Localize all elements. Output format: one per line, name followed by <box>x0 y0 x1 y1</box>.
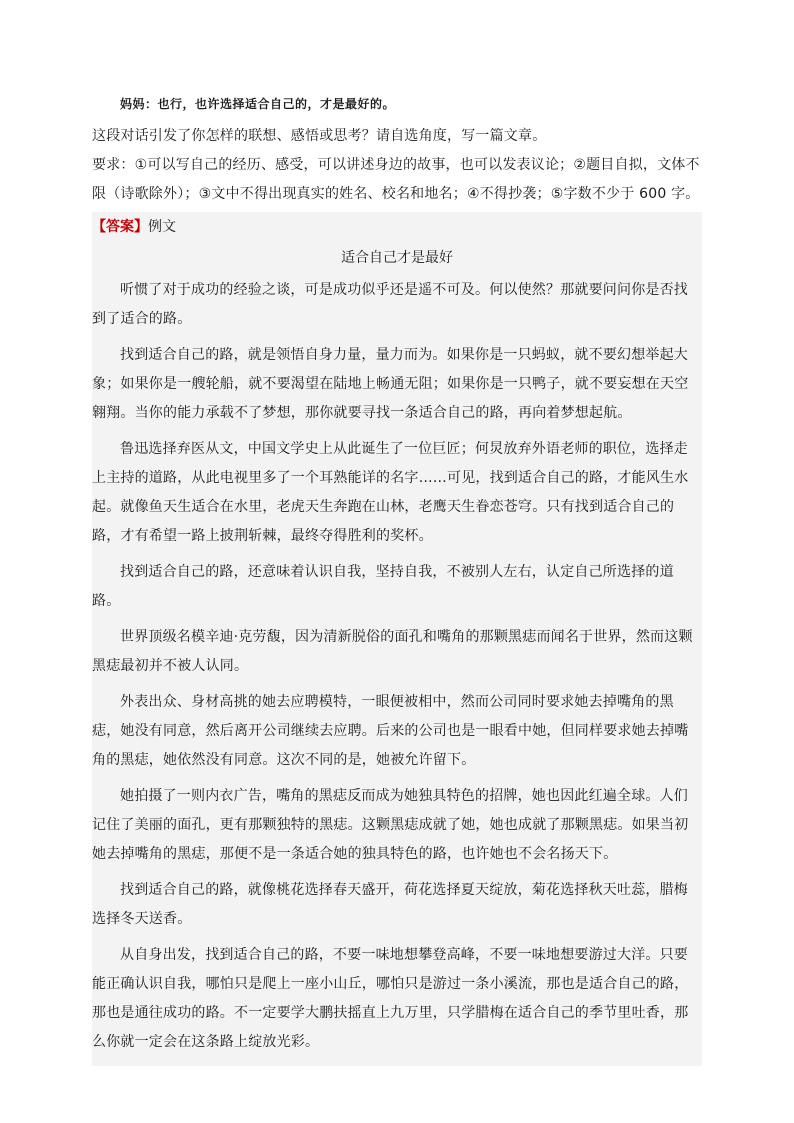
essay-paragraph: 她拍摄了一则内衣广告，嘴角的黑痣反而成为她独具特色的招牌，她也因此红遍全球。人们记住了美丽的面孔，更有那颗独特的黑痣。这颗黑痣成就了她，她也成就了那颗黑痣。如果当初她去掉嘴角的黑痣，那便不是一条适合她的独具特色的路，也许她也不会名扬天下。 <box>92 788 689 862</box>
essay-paragraph: 从自身出发，找到适合自己的路，不要一味地想攀登高峰，不要一味地想要游过大洋。只要能正确认识自我，哪怕只是爬上一座小山丘，哪怕只是游过一条小溪流，那也是适合自己的路，那也是通往成功的路。不一定要学大鹏扶摇直上九万里，只学腊梅在适合自己的季节里吐香，那么你就一定会在这条路上绽放光彩。 <box>92 947 689 1050</box>
essay-paragraph: 找到适合自己的路，还意味着认识自我，坚持自我，不被别人左右，认定自己所选择的道路。 <box>92 564 674 609</box>
essay-paragraph: 找到适合自己的路，就是领悟自身力量，量力而为。如果你是一只蚂蚁，就不要幻想举起大象；如果你是一艘轮船，就不要渴望在陆地上畅通无阻；如果你是一只鸭子，就不要妄想在天空翱翔。当你的能力承载不了梦想，那你就要寻找一条适合自己的路，再向着梦想起航。 <box>92 347 689 421</box>
essay-paragraph: 外表出众、身材高挑的她去应聘模特，一眼便被相中，然而公司同时要求她去掉嘴角的黑痣，她没有同意，然后离开公司继续去应聘。后来的公司也是一眼看中她，但同样要求她去掉嘴角的黑痣，她依然没有同意。这次不同的是，她被允许留下。 <box>92 694 689 768</box>
prompt-question: 这段对话引发了你怎样的联想、感悟或思考？请自选角度，写一篇文章。 <box>92 128 547 144</box>
dialogue-quote: 妈妈：也行，也许选择适合自己的，才是最好的。 <box>120 97 396 111</box>
document-page <box>92 94 702 1066</box>
essay-paragraph: 听惯了对于成功的经验之谈，可是成功似乎还是遥不可及。何以使然？那就要问问你是否找到了适合的路。 <box>92 282 688 327</box>
answer-section <box>92 212 702 1066</box>
answer-heading <box>92 213 702 242</box>
essay-paragraph: 鲁迅选择弃医从文，中国文学史上从此诞生了一位巨匠；何炅放弃外语老师的职位，选择走上主持的道路，从此电视里多了一个耳熟能详的名字……可见，找到适合自己的路，才能风生水起。就像鱼天生适合在水里，老虎天生奔跑在山林，老鹰天生眷恋苍穹。只有找到适合自己的路，才有希望一路上披荆斩棘，最终夺得胜利的奖杯。 <box>92 441 689 544</box>
essay-paragraph: 世界顶级名模辛迪·克劳馥，因为清新脱俗的面孔和嘴角的那颗黑痣而闻名于世界，然而这颗黑痣最初并不被人认同。 <box>92 629 693 674</box>
prompt-requirements: 要求：①可以写自己的经历、感受，可以讲述身边的故事，也可以发表议论；②题目自拟，文体不限（诗歌除外）；③文中不得出现真实的姓名、校名和地名；④不得抄袭；⑤字数不少于 600 字。 <box>92 157 700 202</box>
essay-title: 适合自己才是最好 <box>341 250 453 266</box>
answer-tag: 【答案】 <box>92 219 148 235</box>
answer-label: 例文 <box>148 219 176 235</box>
essay-paragraph: 找到适合自己的路，就像桃花选择春天盛开，荷花选择夏天绽放，菊花选择秋天吐蕊，腊梅选择冬天送香。 <box>92 882 688 927</box>
